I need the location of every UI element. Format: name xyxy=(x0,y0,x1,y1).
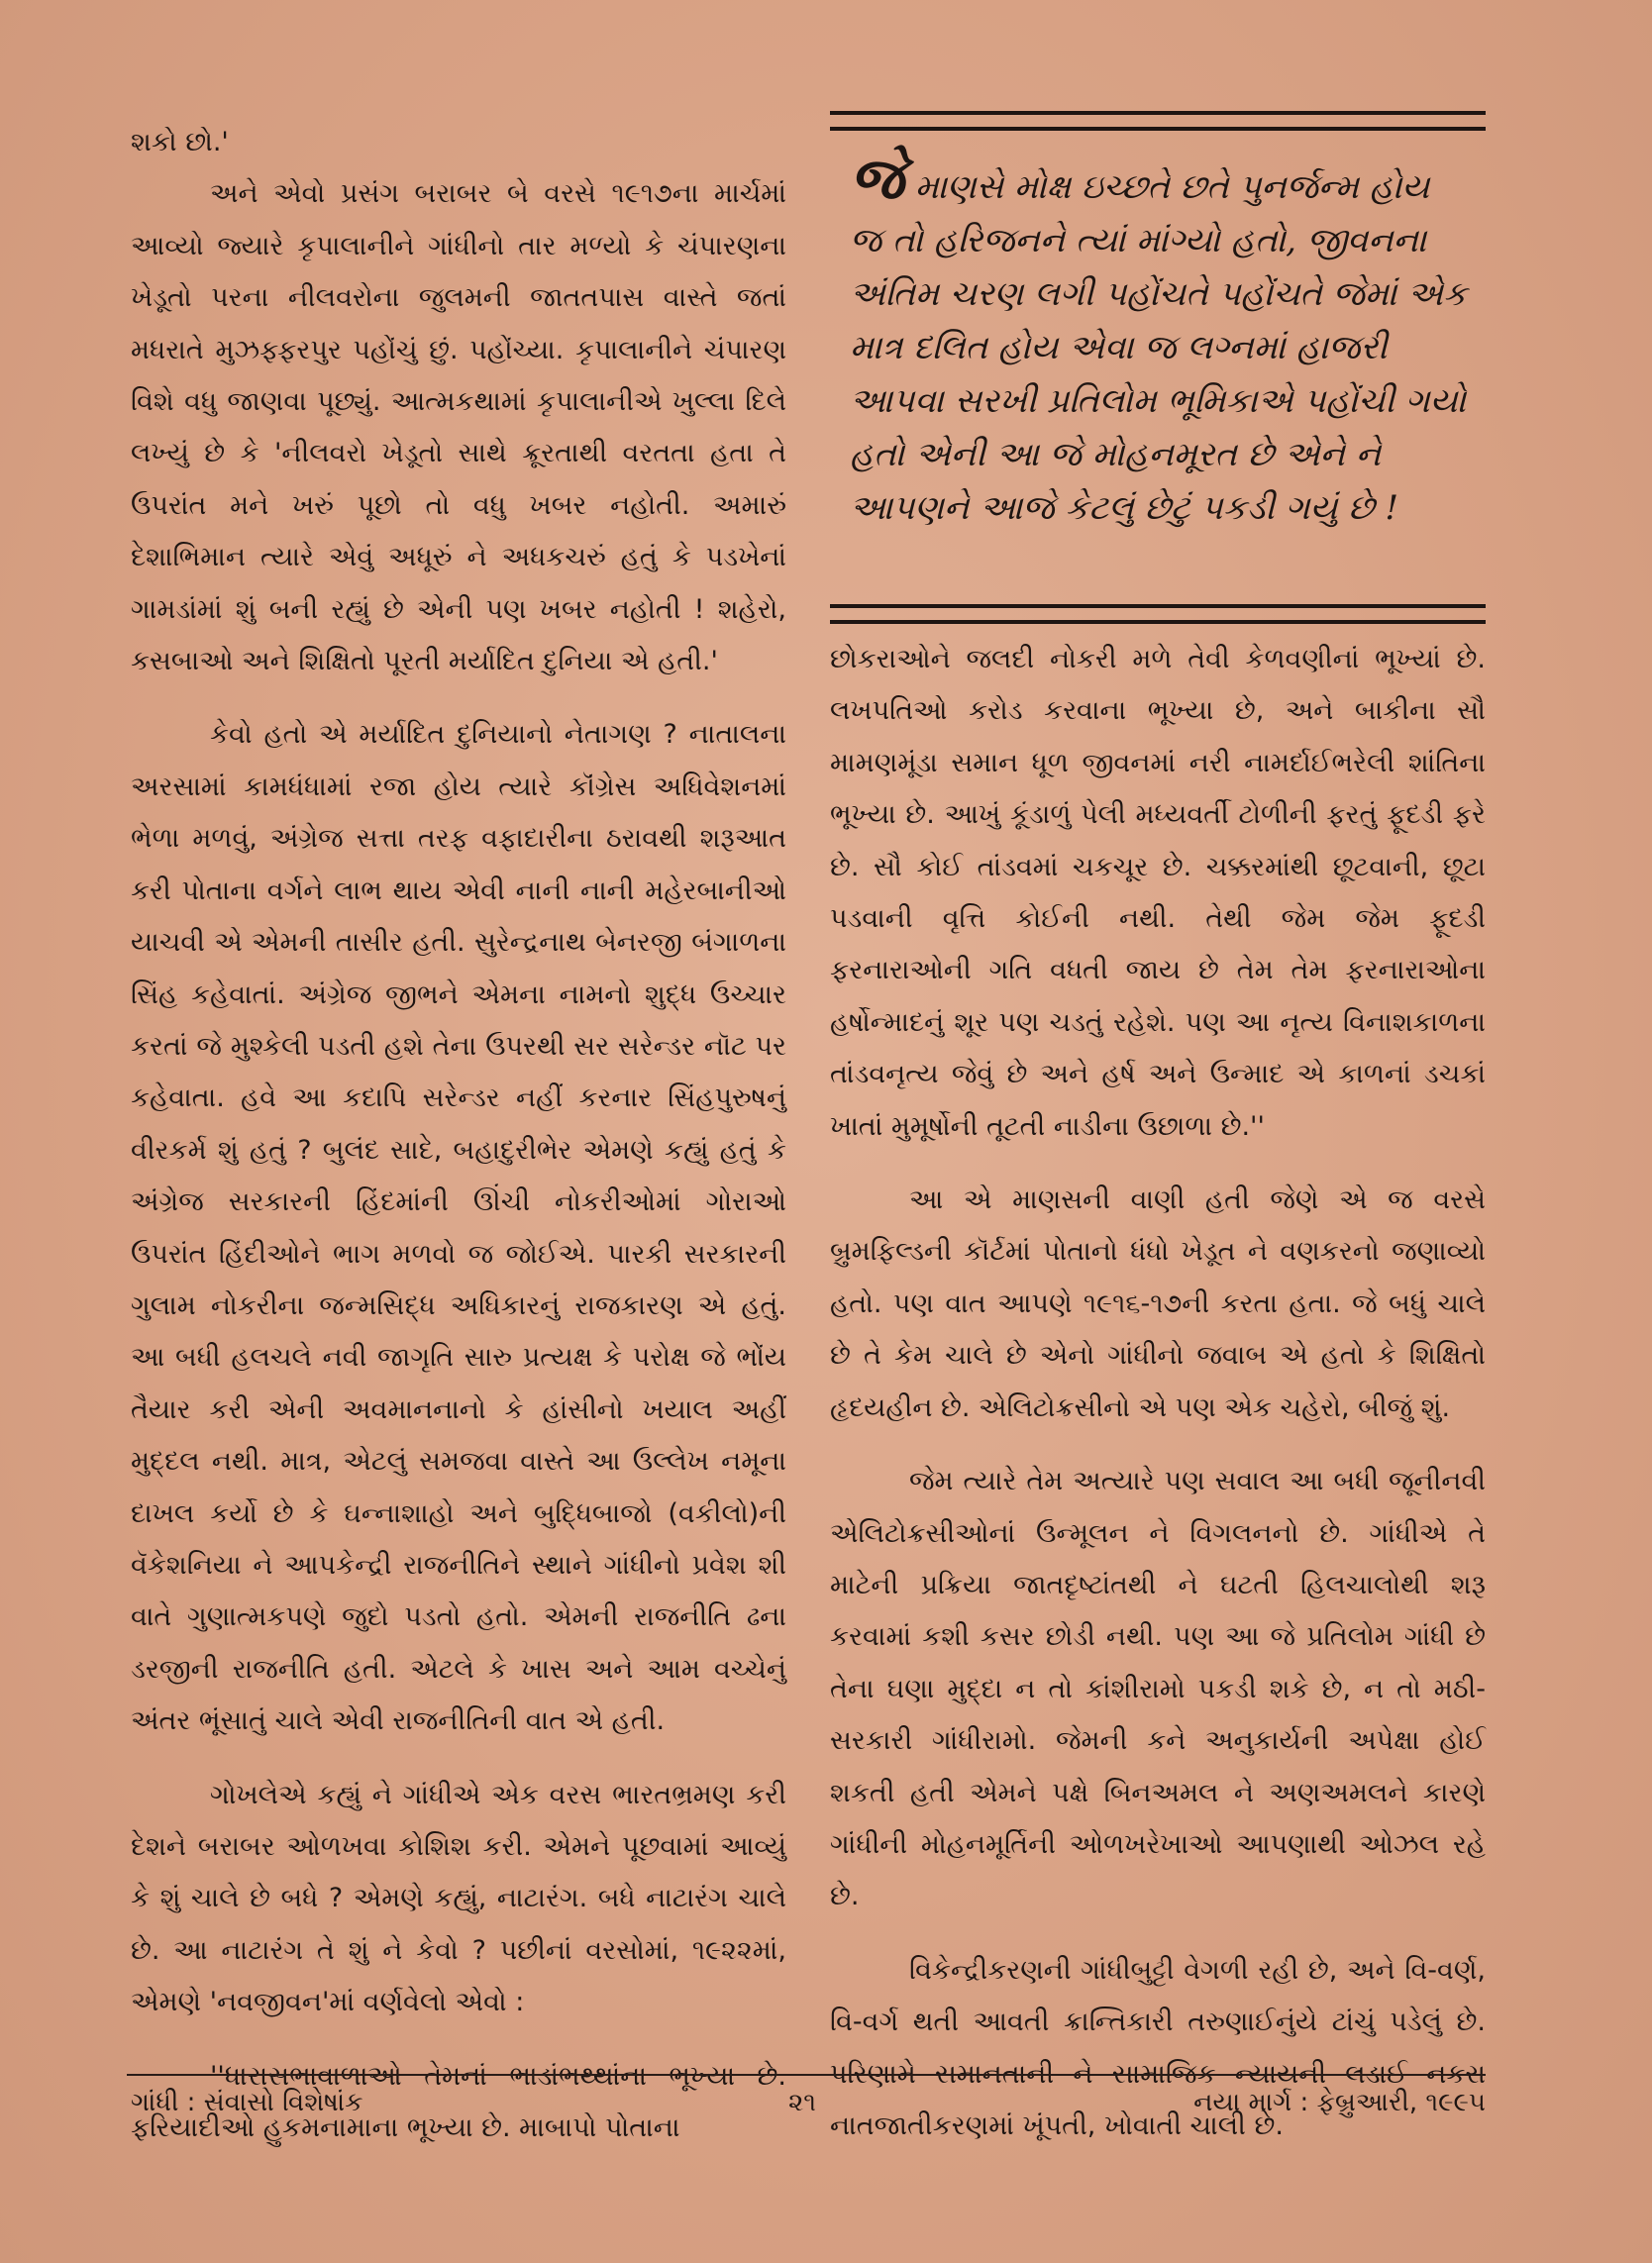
paragraph: ગોખલેએ કહ્યું ને ગાંધીએ એક વરસ ભારતભ્રમણ કરી દેશને બરાબર ઓળખવા કોશિશ કરી. એમને પૂછવામાં આવ્યું કે શું ચાલે છે બધે ? એમણે કહ્યું, નાટારંગ. બધે નાટારંગ ચાલે છે. આ નાટારંગ તે શું ને કેવો ? પછીનાં વરસોમાં, ૧૯૨૨માં, એમણે 'નવજીવન'માં વર્ણવેલો એવો : xyxy=(131,1779,786,2018)
footer-issue: નયા માર્ગ : ફેબ્રુઆરી, ૧૯૯૫ xyxy=(1193,2088,1486,2117)
pull-quote-body: માણસે મોક્ષ ઇચ્છતે છતે પુનર્જન્મ હોય જ તો હરિજનને ત્યાં માંગ્યો હતો, જીવનના અંતિમ ચરણ લગી પહોંચતે પહોંચતે જેમાં એક માત્ર દલિત હોય એવા જ લગ્નમાં હાજરી આપવા સરખી પ્રતિલોમ ભૂમિકાએ પહોંચી ગયો હતો એની આ જે મોહનમૂરત છે એને ને આપણને આજે કેટલું છેટું પકડી ગયું છે ! xyxy=(850,167,1467,528)
pull-quote-top-rule xyxy=(830,111,1486,131)
pull-quote-text xyxy=(850,145,1472,535)
pull-quote xyxy=(830,111,1486,624)
paragraph: જેમ ત્યારે તેમ અત્યારે પણ સવાલ આ બધી જૂનીનવી એલિટોક્રસીઓનાં ઉન્મૂલન ને વિગલનનો છે. ગાંધીએ તે માટેની પ્રક્રિયા જાતદૃષ્ટાંતથી ને ઘટતી હિલચાલોથી શરૂ કરવામાં કશી કસર છોડી નથી. પણ આ જે પ્રતિલોમ ગાંધી છે તેના ઘણા મુદ્દા ન તો કાંશીરામો પકડી શકે છે, ન તો મઠી-સરકારી ગાંધીરામો. જેમની કને અનુકાર્યની અપેક્ષા હોઈ શકતી હતી એમને પક્ષે બિનઅમલ ને અણઅમલને કારણે ગાંધીની મોહનમૂર્તિની ઓળખરેખાઓ આપણાથી ઓઝલ રહે છે. xyxy=(830,1466,1486,1912)
paragraph: અને એવો પ્રસંગ બરાબર બે વરસે ૧૯૧૭ના માર્ચમાં આવ્યો જ્યારે કૃપાલાનીને ગાંધીનો તાર મળ્યો કે ચંપારણના ખેડૂતો પરના નીલવરોના જુલમની જાતતપાસ વાસ્તે જતાં મધરાતે મુઝફ્ફરપુર પહોંચું છું. પહોંચ્યા. કૃપાલાનીને ચંપારણ વિશે વધુ જાણવા પૂછ્યું. આત્મકથામાં કૃપાલાનીએ ખુલ્લા દિલે લખ્યું છે કે 'નીલવરો ખેડૂતો સાથે ક્રૂરતાથી વરતતા હતા તે ઉપરાંત મને ખરું પૂછો તો વધુ ખબર નહોતી. અમારું દેશાભિમાન ત્યારે એવું અધૂરું ને અધકચરું હતું કે પડખેનાં ગામડાંમાં શું બની રહ્યું છે એની પણ ખબર નહોતી ! શહેરો, કસબાઓ અને શિક્ષિતો પૂરતી મર્યાદિત દુનિયા એ હતી.' xyxy=(131,178,786,677)
paragraph: શકો છો.' xyxy=(131,127,229,157)
left-column xyxy=(131,117,786,2154)
paragraph: ''ધારાસભાવાળાઓ તેમનાં ભાડાંભથ્થાંના ભૂખ્યા છે. ફરિયાદીઓ હુકમનામાના ભૂખ્યા છે. માબાપો પોતાના xyxy=(131,2060,786,2144)
footer-publication: ગાંધી : સંવાસો વિશેષાંક xyxy=(131,2088,363,2117)
paragraph: વિકેન્દ્રીકરણની ગાંધીબુટ્ટી વેગળી રહી છે, અને વિ-વર્ણ, વિ-વર્ગ થતી આવતી ક્રાન્તિકારી તરુણાઈનુંયે ટાંચું પડેલું છે. પરિણામે સમાનતાની ને સામાજિક ન્યાયની લડાઈ નકરા નાતજાતીકરણમાં ખૂંપતી, ખોવાતી ચાલી છે. xyxy=(830,1954,1486,2141)
paragraph: આ એ માણસની વાણી હતી જેણે એ જ વરસે બ્રુમફિલ્ડની કૉર્ટમાં પોતાનો ધંધો ખેડૂત ને વણકરનો જણાવ્યો હતો. પણ વાત આપણે ૧૯૧૬-૧૭ની કરતા હતા. જે બધું ચાલે છે તે કેમ ચાલે છે એનો ગાંધીનો જવાબ એ હતો કે શિક્ષિતો હૃદયહીન છે. એલિટોક્રસીનો એ પણ એક ચહેરો, બીજું શું. xyxy=(830,1184,1486,1423)
footer-divider xyxy=(127,2074,1486,2076)
pull-quote-bottom-rule xyxy=(830,604,1486,624)
pull-quote-dropcap: જે xyxy=(850,145,904,212)
paragraph: છોકરાઓને જલદી નોકરી મળે તેવી કેળવણીનાં ભૂખ્યાં છે. લખપતિઓ કરોડ કરવાના ભૂખ્યા છે, અને બાકીના સૌ મામણમૂંડા સમાન ધૂળ જીવનમાં નરી નામર્દાઈભરેલી શાંતિના ભૂખ્યા છે. આખું કૂંડાળું પેલી મધ્યવર્તી ટોળીની ફરતું ફૂદડી ફરે છે. સૌ કોઈ તાંડવમાં ચકચૂર છે. ચક્કરમાંથી છૂટવાની, છૂટા પડવાની વૃત્તિ કોઈની નથી. તેથી જેમ જેમ ફૂદડી ફરનારાઓની ગતિ વધતી જાય છે તેમ તેમ ફરનારાઓના હર્ષોન્માદનું શૂર પણ ચડતું રહેશે. પણ આ નૃત્ય વિનાશકાળના તાંડવનૃત્ય જેવું છે અને હર્ષ અને ઉન્માદ એ કાળનાં ડચકાં ખાતાં મુમૂર્ષોની તૂટતી નાડીના ઉછાળા છે.'' xyxy=(830,644,1486,1142)
paragraph: કેવો હતો એ મર્યાદિત દુનિયાનો નેતાગણ ? નાતાલના અરસામાં કામધંધામાં રજા હોય ત્યારે કૉંગ્રેસ અધિવેશનમાં ભેળા મળવું, અંગ્રેજ સત્તા તરફ વફાદારીના ઠરાવથી શરૂઆત કરી પોતાના વર્ગને લાભ થાય એવી નાની નાની મહેરબાનીઓ યાચવી એ એમની તાસીર હતી. સુરેન્દ્રનાથ બેનરજી બંગાળના સિંહ કહેવાતાં. અંગ્રેજ જીભને એમના નામનો શુદ્ધ ઉચ્ચાર કરતાં જે મુશ્કેલી પડતી હશે તેના ઉપરથી સર સરેન્ડર નૉટ પર કહેવાતા. હવે આ કદાપિ સરેન્ડર નહીં કરનાર સિંહપુરુષનું વીરકર્મ શું હતું ? બુલંદ સાદે, બહાદુરીભેર એમણે કહ્યું હતું કે અંગ્રેજ સરકારની હિંદમાંની ઊંચી નોકરીઓમાં ગોરાઓ ઉપરાંત હિંદીઓને ભાગ મળવો જ જોઈએ. પારકી સરકારની ગુલામ નોકરીના જન્મસિદ્ધ અધિકારનું રાજકારણ એ હતું. આ બધી હલચલે નવી જાગૃતિ સારુ પ્રત્યક્ષ કે પરોક્ષ જે ભોંય તૈયાર કરી એની અવમાનનાનો કે હાંસીનો ખયાલ અહીં મુદ્દલ નથી. માત્ર, એટલું સમજવા વાસ્તે આ ઉલ્લેખ નમૂના દાખલ કર્યો છે કે ઘન્નાશાહો અને બુદ્ધિબાજો (વકીલો)ની વૅકેશનિયા ને આપકેન્દ્રી રાજનીતિને સ્થાને ગાંધીનો પ્રવેશ શી વાતે ગુણાત્મકપણે જુદો પડતો હતો. એમની રાજનીતિ ઢના ડરજીની રાજનીતિ હતી. એટલે કે ખાસ અને આમ વચ્ચેનું અંતર ભૂંસાતું ચાલે એવી રાજનીતિની વાત એ હતી. xyxy=(131,719,786,1737)
right-column xyxy=(830,634,1486,2152)
page-number: ૨૧ xyxy=(788,2088,817,2117)
